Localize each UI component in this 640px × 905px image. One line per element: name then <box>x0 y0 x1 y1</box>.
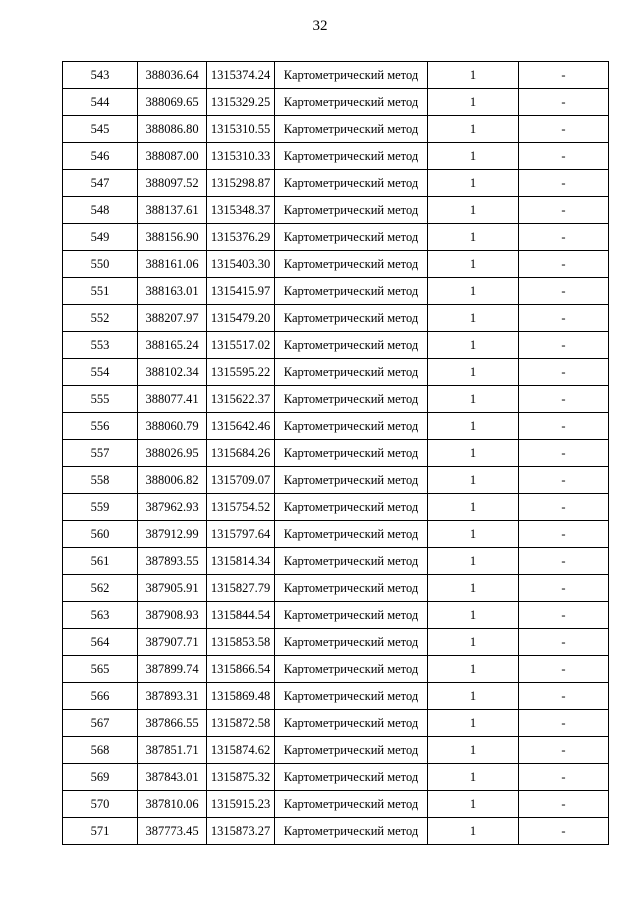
point-number-cell: 547 <box>63 170 138 197</box>
method-cell: Картометрический метод <box>275 548 428 575</box>
description-cell: - <box>519 116 609 143</box>
point-number-cell: 560 <box>63 521 138 548</box>
accuracy-cell: 1 <box>428 89 519 116</box>
method-cell: Картометрический метод <box>275 791 428 818</box>
y-coordinate-cell: 1315873.27 <box>207 818 275 845</box>
accuracy-cell: 1 <box>428 278 519 305</box>
method-cell: Картометрический метод <box>275 764 428 791</box>
method-cell: Картометрический метод <box>275 251 428 278</box>
method-cell: Картометрический метод <box>275 440 428 467</box>
accuracy-cell: 1 <box>428 467 519 494</box>
method-cell: Картометрический метод <box>275 116 428 143</box>
x-coordinate-cell: 388137.61 <box>138 197 207 224</box>
description-cell: - <box>519 251 609 278</box>
x-coordinate-cell: 387866.55 <box>138 710 207 737</box>
accuracy-cell: 1 <box>428 413 519 440</box>
table-row <box>63 413 609 440</box>
table-row <box>63 224 609 251</box>
table-row <box>63 251 609 278</box>
description-cell: - <box>519 278 609 305</box>
y-coordinate-cell: 1315844.54 <box>207 602 275 629</box>
y-coordinate-cell: 1315915.23 <box>207 791 275 818</box>
table-row <box>63 440 609 467</box>
x-coordinate-cell: 388161.06 <box>138 251 207 278</box>
y-coordinate-cell: 1315642.46 <box>207 413 275 440</box>
method-cell: Картометрический метод <box>275 683 428 710</box>
description-cell: - <box>519 656 609 683</box>
x-coordinate-cell: 387843.01 <box>138 764 207 791</box>
x-coordinate-cell: 387907.71 <box>138 629 207 656</box>
x-coordinate-cell: 388087.00 <box>138 143 207 170</box>
accuracy-cell: 1 <box>428 710 519 737</box>
table-row <box>63 359 609 386</box>
x-coordinate-cell: 388026.95 <box>138 440 207 467</box>
description-cell: - <box>519 413 609 440</box>
table-row <box>63 332 609 359</box>
description-cell: - <box>519 224 609 251</box>
x-coordinate-cell: 388036.64 <box>138 62 207 89</box>
accuracy-cell: 1 <box>428 251 519 278</box>
y-coordinate-cell: 1315329.25 <box>207 89 275 116</box>
description-cell: - <box>519 197 609 224</box>
y-coordinate-cell: 1315415.97 <box>207 278 275 305</box>
description-cell: - <box>519 467 609 494</box>
accuracy-cell: 1 <box>428 494 519 521</box>
y-coordinate-cell: 1315684.26 <box>207 440 275 467</box>
point-number-cell: 562 <box>63 575 138 602</box>
accuracy-cell: 1 <box>428 170 519 197</box>
x-coordinate-cell: 387893.31 <box>138 683 207 710</box>
table-row <box>63 737 609 764</box>
y-coordinate-cell: 1315872.58 <box>207 710 275 737</box>
description-cell: - <box>519 521 609 548</box>
method-cell: Картометрический метод <box>275 818 428 845</box>
accuracy-cell: 1 <box>428 359 519 386</box>
y-coordinate-cell: 1315874.62 <box>207 737 275 764</box>
accuracy-cell: 1 <box>428 197 519 224</box>
method-cell: Картометрический метод <box>275 737 428 764</box>
description-cell: - <box>519 602 609 629</box>
point-number-cell: 558 <box>63 467 138 494</box>
method-cell: Картометрический метод <box>275 197 428 224</box>
accuracy-cell: 1 <box>428 737 519 764</box>
accuracy-cell: 1 <box>428 305 519 332</box>
method-cell: Картометрический метод <box>275 467 428 494</box>
y-coordinate-cell: 1315853.58 <box>207 629 275 656</box>
method-cell: Картометрический метод <box>275 386 428 413</box>
method-cell: Картометрический метод <box>275 143 428 170</box>
accuracy-cell: 1 <box>428 332 519 359</box>
point-number-cell: 550 <box>63 251 138 278</box>
x-coordinate-cell: 388086.80 <box>138 116 207 143</box>
point-number-cell: 551 <box>63 278 138 305</box>
method-cell: Картометрический метод <box>275 359 428 386</box>
y-coordinate-cell: 1315310.55 <box>207 116 275 143</box>
y-coordinate-cell: 1315298.87 <box>207 170 275 197</box>
point-number-cell: 563 <box>63 602 138 629</box>
y-coordinate-cell: 1315754.52 <box>207 494 275 521</box>
y-coordinate-cell: 1315374.24 <box>207 62 275 89</box>
x-coordinate-cell: 387962.93 <box>138 494 207 521</box>
x-coordinate-cell: 387912.99 <box>138 521 207 548</box>
method-cell: Картометрический метод <box>275 575 428 602</box>
y-coordinate-cell: 1315866.54 <box>207 656 275 683</box>
method-cell: Картометрический метод <box>275 521 428 548</box>
table-row <box>63 656 609 683</box>
accuracy-cell: 1 <box>428 440 519 467</box>
table-row <box>63 683 609 710</box>
point-number-cell: 546 <box>63 143 138 170</box>
description-cell: - <box>519 386 609 413</box>
point-number-cell: 553 <box>63 332 138 359</box>
method-cell: Картометрический метод <box>275 656 428 683</box>
x-coordinate-cell: 387908.93 <box>138 602 207 629</box>
coordinates-table-body <box>63 62 609 845</box>
method-cell: Картометрический метод <box>275 224 428 251</box>
table-row <box>63 818 609 845</box>
accuracy-cell: 1 <box>428 629 519 656</box>
description-cell: - <box>519 548 609 575</box>
method-cell: Картометрический метод <box>275 413 428 440</box>
table-row <box>63 170 609 197</box>
y-coordinate-cell: 1315479.20 <box>207 305 275 332</box>
y-coordinate-cell: 1315869.48 <box>207 683 275 710</box>
description-cell: - <box>519 332 609 359</box>
method-cell: Картометрический метод <box>275 89 428 116</box>
method-cell: Картометрический метод <box>275 710 428 737</box>
x-coordinate-cell: 387851.71 <box>138 737 207 764</box>
accuracy-cell: 1 <box>428 386 519 413</box>
point-number-cell: 545 <box>63 116 138 143</box>
point-number-cell: 543 <box>63 62 138 89</box>
table-row <box>63 116 609 143</box>
x-coordinate-cell: 388077.41 <box>138 386 207 413</box>
point-number-cell: 570 <box>63 791 138 818</box>
point-number-cell: 561 <box>63 548 138 575</box>
y-coordinate-cell: 1315797.64 <box>207 521 275 548</box>
table-row <box>63 602 609 629</box>
table-row <box>63 62 609 89</box>
description-cell: - <box>519 818 609 845</box>
description-cell: - <box>519 440 609 467</box>
x-coordinate-cell: 387773.45 <box>138 818 207 845</box>
x-coordinate-cell: 388097.52 <box>138 170 207 197</box>
point-number-cell: 557 <box>63 440 138 467</box>
description-cell: - <box>519 143 609 170</box>
y-coordinate-cell: 1315348.37 <box>207 197 275 224</box>
method-cell: Картометрический метод <box>275 62 428 89</box>
table-row <box>63 467 609 494</box>
table-row <box>63 386 609 413</box>
y-coordinate-cell: 1315827.79 <box>207 575 275 602</box>
table-row <box>63 305 609 332</box>
accuracy-cell: 1 <box>428 575 519 602</box>
method-cell: Картометрический метод <box>275 629 428 656</box>
description-cell: - <box>519 359 609 386</box>
x-coordinate-cell: 387893.55 <box>138 548 207 575</box>
accuracy-cell: 1 <box>428 224 519 251</box>
table-row <box>63 575 609 602</box>
table-row <box>63 521 609 548</box>
point-number-cell: 554 <box>63 359 138 386</box>
x-coordinate-cell: 388006.82 <box>138 467 207 494</box>
description-cell: - <box>519 710 609 737</box>
description-cell: - <box>519 629 609 656</box>
point-number-cell: 567 <box>63 710 138 737</box>
x-coordinate-cell: 388069.65 <box>138 89 207 116</box>
x-coordinate-cell: 387905.91 <box>138 575 207 602</box>
point-number-cell: 565 <box>63 656 138 683</box>
y-coordinate-cell: 1315709.07 <box>207 467 275 494</box>
description-cell: - <box>519 683 609 710</box>
x-coordinate-cell: 388060.79 <box>138 413 207 440</box>
table-row <box>63 791 609 818</box>
description-cell: - <box>519 494 609 521</box>
table-row <box>63 197 609 224</box>
y-coordinate-cell: 1315622.37 <box>207 386 275 413</box>
point-number-cell: 564 <box>63 629 138 656</box>
y-coordinate-cell: 1315403.30 <box>207 251 275 278</box>
page-number: 32 <box>312 18 328 34</box>
point-number-cell: 569 <box>63 764 138 791</box>
x-coordinate-cell: 388156.90 <box>138 224 207 251</box>
table-row <box>63 89 609 116</box>
point-number-cell: 552 <box>63 305 138 332</box>
description-cell: - <box>519 170 609 197</box>
point-number-cell: 568 <box>63 737 138 764</box>
description-cell: - <box>519 764 609 791</box>
x-coordinate-cell: 388102.34 <box>138 359 207 386</box>
description-cell: - <box>519 737 609 764</box>
point-number-cell: 549 <box>63 224 138 251</box>
y-coordinate-cell: 1315875.32 <box>207 764 275 791</box>
y-coordinate-cell: 1315595.22 <box>207 359 275 386</box>
accuracy-cell: 1 <box>428 548 519 575</box>
y-coordinate-cell: 1315310.33 <box>207 143 275 170</box>
accuracy-cell: 1 <box>428 116 519 143</box>
accuracy-cell: 1 <box>428 602 519 629</box>
x-coordinate-cell: 387899.74 <box>138 656 207 683</box>
accuracy-cell: 1 <box>428 764 519 791</box>
description-cell: - <box>519 791 609 818</box>
x-coordinate-cell: 387810.06 <box>138 791 207 818</box>
point-number-cell: 556 <box>63 413 138 440</box>
table-row <box>63 548 609 575</box>
method-cell: Картометрический метод <box>275 278 428 305</box>
method-cell: Картометрический метод <box>275 494 428 521</box>
x-coordinate-cell: 388165.24 <box>138 332 207 359</box>
accuracy-cell: 1 <box>428 521 519 548</box>
y-coordinate-cell: 1315376.29 <box>207 224 275 251</box>
table-row <box>63 764 609 791</box>
point-number-cell: 544 <box>63 89 138 116</box>
method-cell: Картометрический метод <box>275 602 428 629</box>
x-coordinate-cell: 388207.97 <box>138 305 207 332</box>
method-cell: Картометрический метод <box>275 170 428 197</box>
accuracy-cell: 1 <box>428 683 519 710</box>
point-number-cell: 548 <box>63 197 138 224</box>
y-coordinate-cell: 1315517.02 <box>207 332 275 359</box>
table-row <box>63 494 609 521</box>
description-cell: - <box>519 62 609 89</box>
method-cell: Картометрический метод <box>275 305 428 332</box>
accuracy-cell: 1 <box>428 143 519 170</box>
table-row <box>63 278 609 305</box>
accuracy-cell: 1 <box>428 791 519 818</box>
point-number-cell: 566 <box>63 683 138 710</box>
table-row <box>63 629 609 656</box>
coordinates-table <box>62 61 609 845</box>
accuracy-cell: 1 <box>428 656 519 683</box>
description-cell: - <box>519 89 609 116</box>
x-coordinate-cell: 388163.01 <box>138 278 207 305</box>
y-coordinate-cell: 1315814.34 <box>207 548 275 575</box>
method-cell: Картометрический метод <box>275 332 428 359</box>
table-row <box>63 710 609 737</box>
table-row <box>63 143 609 170</box>
accuracy-cell: 1 <box>428 62 519 89</box>
description-cell: - <box>519 305 609 332</box>
description-cell: - <box>519 575 609 602</box>
point-number-cell: 555 <box>63 386 138 413</box>
point-number-cell: 559 <box>63 494 138 521</box>
point-number-cell: 571 <box>63 818 138 845</box>
accuracy-cell: 1 <box>428 818 519 845</box>
